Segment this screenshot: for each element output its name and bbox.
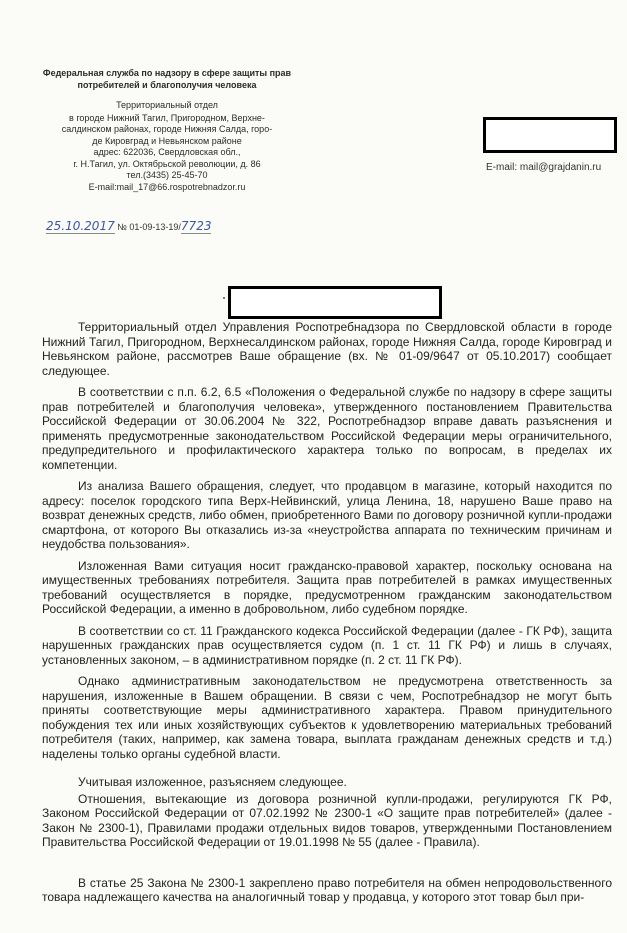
sender-agency-text: Федеральная служба по надзору в сфере защиты прав потребителей и благополучия человека [42,68,292,90]
body-paragraph: Изложенная Вами ситуация носит гражданско-правовой характер, поскольку основана на имущественных требованиях потребителя. Защита прав потребителей в рамках имущественных требований осуществляется в порядке, предусмотренном гражданским законодательством Российской Федерации, а именно в добровольном, либо судебном порядке. [42,558,612,616]
letter-body [42,320,612,912]
sender-block [36,68,298,193]
body-paragraph: В статье 25 Закона № 2300-1 закреплено право потребителя на обмен непродовольственного товара надлежащего качества на аналогичный товар у продавца, у которого этот товар был при- [42,875,612,904]
body-paragraph: В соответствии с п.п. 6.2, 6.5 «Положения о Федеральной службе по надзору в сфере защиты прав потребителей и благополучия человека», утвержденного постановлением Правительства Российской Федерации от 30.06.2004 № 322, Роспотребнадзор вправе давать разъяснения и применять предусмотренные законодательством Российской Федерации меры ограничительного, предупредительного и профилактического характера только по вопросам, в пределах их компетенции. [42,385,612,472]
body-paragraph: Из анализа Вашего обращения, следует, что продавцом в магазине, который находится по адресу: поселок городского типа Верх-Нейвинский, улица Ленина, 18, нарушено Ваше право на возврат денежных средств, либо обмен, приобретенного Вами по договору розничной купли-продажи смартфона, от которого Вы отказались из-за «неустройства аппарата по техническим причинам и неудобства пользования». [42,479,612,551]
recipient-email: E-mail: mail@grajdanin.ru [486,162,602,173]
body-paragraph: Территориальный отдел Управления Роспотребнадзора по Свердловской области в городе Нижний Тагил, Пригородном, Верхнесалдинском районах, городе Нижняя Салда, городе Кировград и Невьянском районе, рассмотрев Ваше обращение (вх. № 01-09/9647 от 05.10.2017) сообщает следующее. [42,320,612,378]
body-paragraph: Учитывая изложенное, разъясняем следующее. [78,775,347,789]
sender-line: Территориальный отдел [116,100,218,110]
redacted-recipient-name [483,117,617,153]
redacted-salutation [228,286,442,319]
outgoing-dateline [46,219,211,233]
sender-line: салдинском районах, городе Нижняя Салда, горо- [61,124,273,134]
scan-speck [223,297,225,299]
sender-line: в городе Нижний Тагил, Пригородном, Верхне- [69,112,265,123]
sender-agency [36,68,298,91]
sender-address: г. Н.Тагил, ул. Октябрьской революции, д. 86 [73,158,261,169]
sender-phone: тел.(3435) 25-45-70 [126,170,208,180]
body-paragraph: Отношения, вытекающие из договора розничной купли-продажи, регулируются ГК РФ, Законом Российской Федерации от 07.02.1992 № 2300-1 «О защите прав потребителей» (далее - Закон № 2300-1), Правилами продажи отдельных видов товаров, утвержденными Постановлением Правительства Российской Федерации от 19.01.1998 № 55 (далее - Правила). [42,791,612,849]
sender-email: E-mail:mail_17@66.rospotrebnadzor.ru [88,181,246,192]
body-paragraph: В соответствии со ст. 11 Гражданского кодекса Российской Федерации (далее - ГК РФ), защита нарушенных гражданских прав осуществляется судом (п. 1 ст. 11 ГК РФ) и лишь в случаях, установленных законом, – в административном порядке (п. 2 ст. 11 ГК РФ). [42,623,612,667]
outgoing-number-prefix: № 01-09-13-19/ [117,222,181,232]
sender-line: де Кировград и Невьянском районе [92,135,242,146]
handwritten-date: 25.10.2017 [46,219,115,233]
sender-address: адрес: 622036, Свердловская обл., [93,147,241,157]
body-paragraph: Однако административным законодательством не предусмотрена ответственность за нарушения, изложенные в Вашем обращении. В связи с чем, Роспотребнадзор не могут быть приняты соответствующие меры административного характера. Правом принудительного побуждения тех или иных хозяйствующих субъектов к удовлетворению материальных требований потребителя (таких, например, как замена товара, выплата гражданам денежных средств и т.д.) наделены только органы судебной власти. [42,674,612,761]
handwritten-number: 7723 [180,219,212,233]
